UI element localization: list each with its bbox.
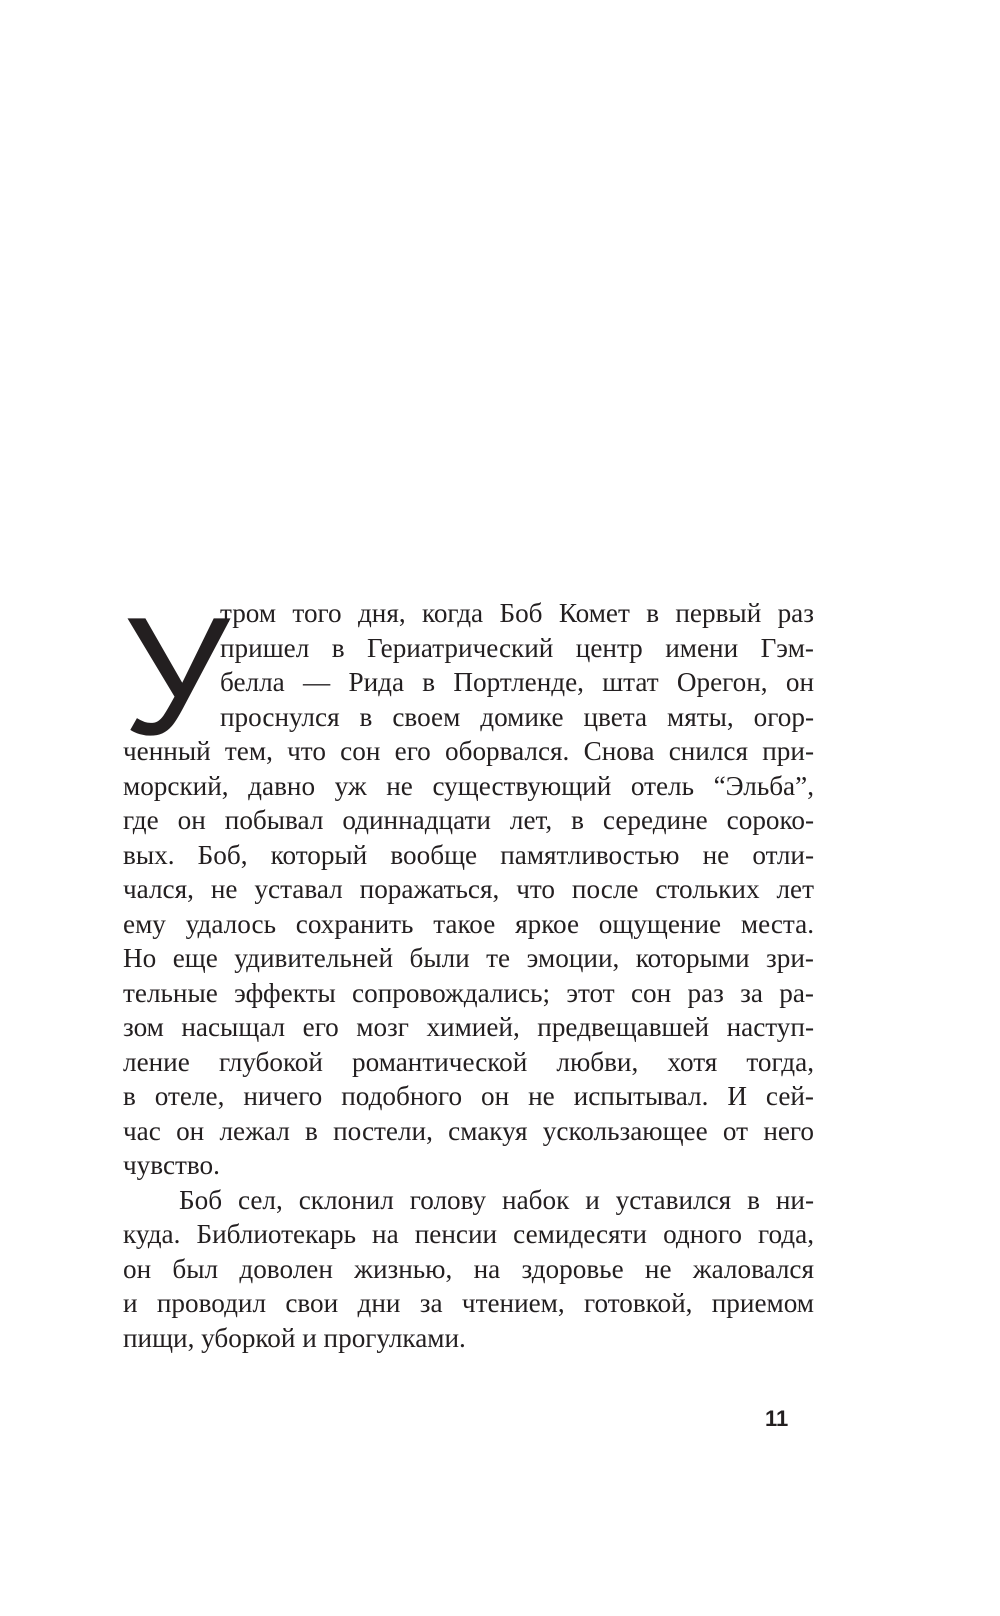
- text-line: ему удалось сохранить такое яркое ощущение места.: [123, 908, 814, 939]
- text-line: проснулся в своем домике цвета мяты, огор-: [220, 701, 814, 732]
- text-line: белла — Рида в Портленде, штат Орегон, он: [220, 667, 814, 697]
- text-line: чался, не уставал поражаться, что после стольких лет: [123, 874, 814, 904]
- text-line: в отеле, ничего подобного он не испытывал. И сей-: [123, 1081, 814, 1111]
- text-line: пришел в Гериатрический центр имени Гэм-: [220, 632, 814, 663]
- text-line: Но еще удивительней были те эмоции, которыми зри-: [123, 943, 814, 973]
- text-line: пищи, уборкой и прогулками.: [123, 1322, 466, 1353]
- chapter-body: [123, 596, 814, 1355]
- text-line: час он лежал в постели, смакуя ускользающее от него: [123, 1115, 814, 1146]
- page-number: 11: [765, 1406, 789, 1431]
- text-line: чувство.: [123, 1150, 220, 1180]
- text-line: вых. Боб, который вообще памятливостью не отли-: [123, 839, 814, 870]
- text-line: ление глубокой романтической любви, хотя тогда,: [123, 1046, 814, 1077]
- text-line: тельные эффекты сопровождались; этот сон раз за ра-: [123, 977, 814, 1008]
- paragraph-2: [123, 1183, 814, 1356]
- paragraph-1: [123, 596, 814, 1183]
- text-line: тром того дня, когда Боб Комет в первый раз: [220, 598, 814, 628]
- text-line: зом насыщал его мозг химией, предвещавшей наступ-: [123, 1012, 814, 1042]
- text-line: где он побывал одиннадцати лет, в середине сороко-: [123, 805, 814, 835]
- text-line: и проводил свои дни за чтением, готовкой, приемом: [123, 1288, 814, 1318]
- text-line: Боб сел, склонил голову набок и уставился в ни-: [179, 1184, 814, 1215]
- text-line: куда. Библиотекарь на пенсии семидесяти одного года,: [123, 1219, 814, 1249]
- drop-cap-letter: У: [123, 582, 226, 770]
- text-line: ченный тем, что сон его оборвался. Снова снился при-: [123, 736, 814, 766]
- text-line: морский, давно уж не существующий отель “Эльба”,: [123, 770, 814, 801]
- text-line: он был доволен жизнью, на здоровье не жаловался: [123, 1253, 814, 1284]
